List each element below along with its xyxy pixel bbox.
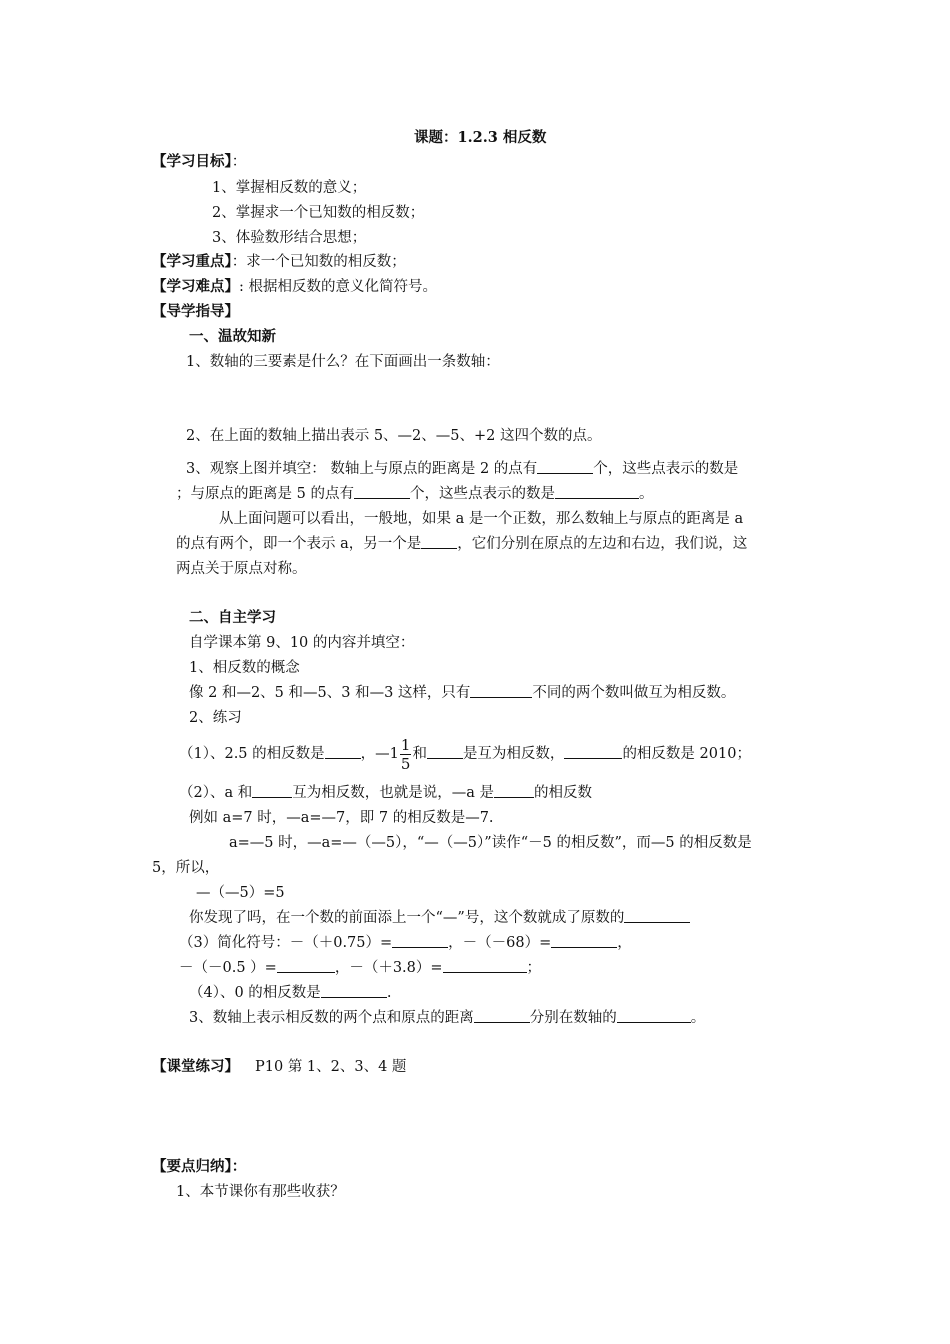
sub3-blank-1[interactable]: [474, 1008, 530, 1023]
key-point-line: [152, 252, 406, 272]
fraction-numerator: 1: [400, 735, 411, 754]
q3-text-d: 个，这些点表示的数是: [409, 486, 555, 502]
key-point-text: ：求一个已知数的相反数；: [231, 254, 406, 270]
goals-suffix: ：: [231, 154, 247, 170]
exercise-3-line2: [179, 958, 541, 978]
q3-text-e: 。: [638, 486, 654, 502]
q3-blank-2[interactable]: [354, 484, 410, 499]
q3-blank-1[interactable]: [537, 459, 593, 474]
part1-q2: 2、在上面的数轴上描出表示 5、—2、—5、+2 这四个数的点。: [186, 428, 602, 444]
part2-sub3-line: [189, 1008, 705, 1028]
para1-line2: [176, 534, 747, 554]
ex3-blank-2[interactable]: [551, 933, 617, 948]
ex3-text-d: －（－0.5 ）=: [179, 960, 277, 976]
example-2-line2: 5，所以，: [152, 860, 220, 876]
sub3-blank-2[interactable]: [617, 1008, 691, 1023]
ex2-text-b: 互为相反数，也就是说，—a 是: [292, 785, 494, 801]
difficulty-line: [152, 277, 437, 297]
ex3-blank-1[interactable]: [392, 933, 448, 948]
q3-text-a: 3、观察上图并填空： 数轴上与原点的距离是 2 的点有: [186, 461, 538, 477]
concept-text-a: 像 2 和—2、5 和—5、3 和—3 这样，只有: [189, 685, 471, 701]
para1-blank[interactable]: [421, 534, 457, 549]
ex3-text-f: ；: [526, 960, 542, 976]
ex2-text-c: 的相反数: [534, 785, 592, 801]
goals-line: [152, 152, 246, 172]
sub3-text-a: 3、数轴上表示相反数的两个点和原点的距离: [189, 1010, 474, 1026]
exercise-4-line: [189, 983, 391, 1003]
ex1-blank-2[interactable]: [427, 744, 463, 759]
discover-text: 你发现了吗，在一个数的前面添上一个“—”号，这个数就成了原数的: [189, 910, 625, 926]
part1-heading: 一、温故知新: [189, 328, 276, 345]
ex3-text-e: ，－（＋3.8）=: [334, 960, 443, 976]
ex1-blank-3[interactable]: [564, 744, 622, 759]
goal-item-1: 1、掌握相反数的意义；: [212, 180, 367, 196]
difficulty-label: 【学习难点】: [152, 278, 239, 295]
example-2-line1: a=—5 时，—a=—（—5），“—（—5）”读作“－5 的相反数”，而—5 的相反数是: [229, 835, 752, 851]
q3-blank-3[interactable]: [555, 484, 639, 499]
part1-q3-line2: [176, 484, 653, 504]
ex2-blank-1[interactable]: [252, 783, 292, 798]
practice-text: P10 第 1、2、3、4 题: [255, 1059, 407, 1075]
ex4-text-a: （4）、0 的相反数是: [189, 985, 321, 1001]
q3-text-b: 个，这些点表示的数是: [593, 461, 739, 477]
ex4-blank[interactable]: [321, 983, 387, 998]
part2-intro: 自学课本第 9、10 的内容并填空：: [189, 635, 415, 651]
example-3: —（—5）=5: [196, 885, 285, 901]
key-point-label: 【学习重点】: [152, 253, 232, 270]
para1-line1: 从上面问题可以看出，一般地，如果 a 是一个正数，那么数轴上与原点的距离是 a: [219, 511, 744, 527]
discover-blank[interactable]: [624, 908, 690, 923]
exercise-1-line: [179, 733, 751, 775]
ex1-text-e: 的相反数是 2010；: [622, 746, 751, 762]
ex1-text-b: ，—1: [360, 746, 399, 762]
fraction-one-fifth: [400, 736, 412, 773]
summary-q1: 1、本节课你有那些收获？: [176, 1184, 345, 1200]
exercise-2-line: [179, 783, 592, 803]
part1-q3-line1: [186, 459, 738, 479]
part2-heading: 二、自主学习: [189, 609, 276, 626]
q3-text-c: ；与原点的距离是 5 的点有: [176, 486, 354, 502]
summary-label: 【要点归纳】: [152, 1158, 232, 1175]
practice-line: [152, 1057, 406, 1077]
para1-text-c: ，它们分别在原点的左边和右边，我们说，这: [457, 536, 748, 552]
ex1-text-c: 和: [412, 746, 427, 762]
para1-line3: 两点关于原点对称。: [176, 561, 307, 577]
ex3-text-c: ，: [617, 935, 632, 951]
ex2-text-a: （2）、a 和: [179, 785, 253, 801]
practice-label: 【课堂练习】: [152, 1058, 239, 1075]
summary-suffix: ：: [231, 1158, 247, 1175]
fraction-denominator: 5: [400, 754, 411, 773]
ex4-text-b: .: [386, 985, 392, 1001]
part2-sub2: 2、练习: [189, 710, 242, 726]
goal-item-2: 2、掌握求一个已知数的相反数；: [212, 205, 425, 221]
ex3-text-b: ，－（－68）=: [448, 935, 552, 951]
goal-item-3: 3、体验数形结合思想；: [212, 230, 367, 246]
ex1-text-a: （1）、2.5 的相反数是: [179, 746, 325, 762]
ex3-text-a: （3）简化符号：－（＋0.75）=: [179, 935, 393, 951]
ex1-text-d: 是互为相反数，: [462, 746, 565, 762]
ex3-blank-4[interactable]: [443, 958, 527, 973]
concept-text-b: 不同的两个数叫做互为相反数。: [532, 685, 736, 701]
para1-text-b: 的点有两个，即一个表示 a，另一个是: [176, 536, 422, 552]
difficulty-text: : 根据相反数的意义化简符号。: [239, 279, 437, 295]
concept-blank[interactable]: [470, 683, 532, 698]
example-1: 例如 a=7 时，—a=—7，即 7 的相反数是—7.: [189, 810, 494, 826]
summary-line: [152, 1157, 246, 1177]
part2-sub1: 1、相反数的概念: [189, 660, 300, 676]
part1-q1: 1、数轴的三要素是什么？在下面画出一条数轴：: [186, 354, 500, 370]
exercise-3-line1: [179, 933, 632, 953]
discover-line: [189, 908, 690, 928]
page-title: 课题：1.2.3 相反数: [414, 129, 547, 146]
ex1-blank-1[interactable]: [325, 744, 361, 759]
guide-label: 【导学指导】: [152, 303, 239, 320]
ex3-blank-3[interactable]: [277, 958, 335, 973]
ex2-blank-2[interactable]: [494, 783, 534, 798]
sub3-text-b: 分别在数轴的: [529, 1010, 617, 1026]
goals-label: 【学习目标】: [152, 153, 232, 170]
concept-line: [189, 683, 735, 703]
sub3-text-c: 。: [690, 1010, 706, 1026]
